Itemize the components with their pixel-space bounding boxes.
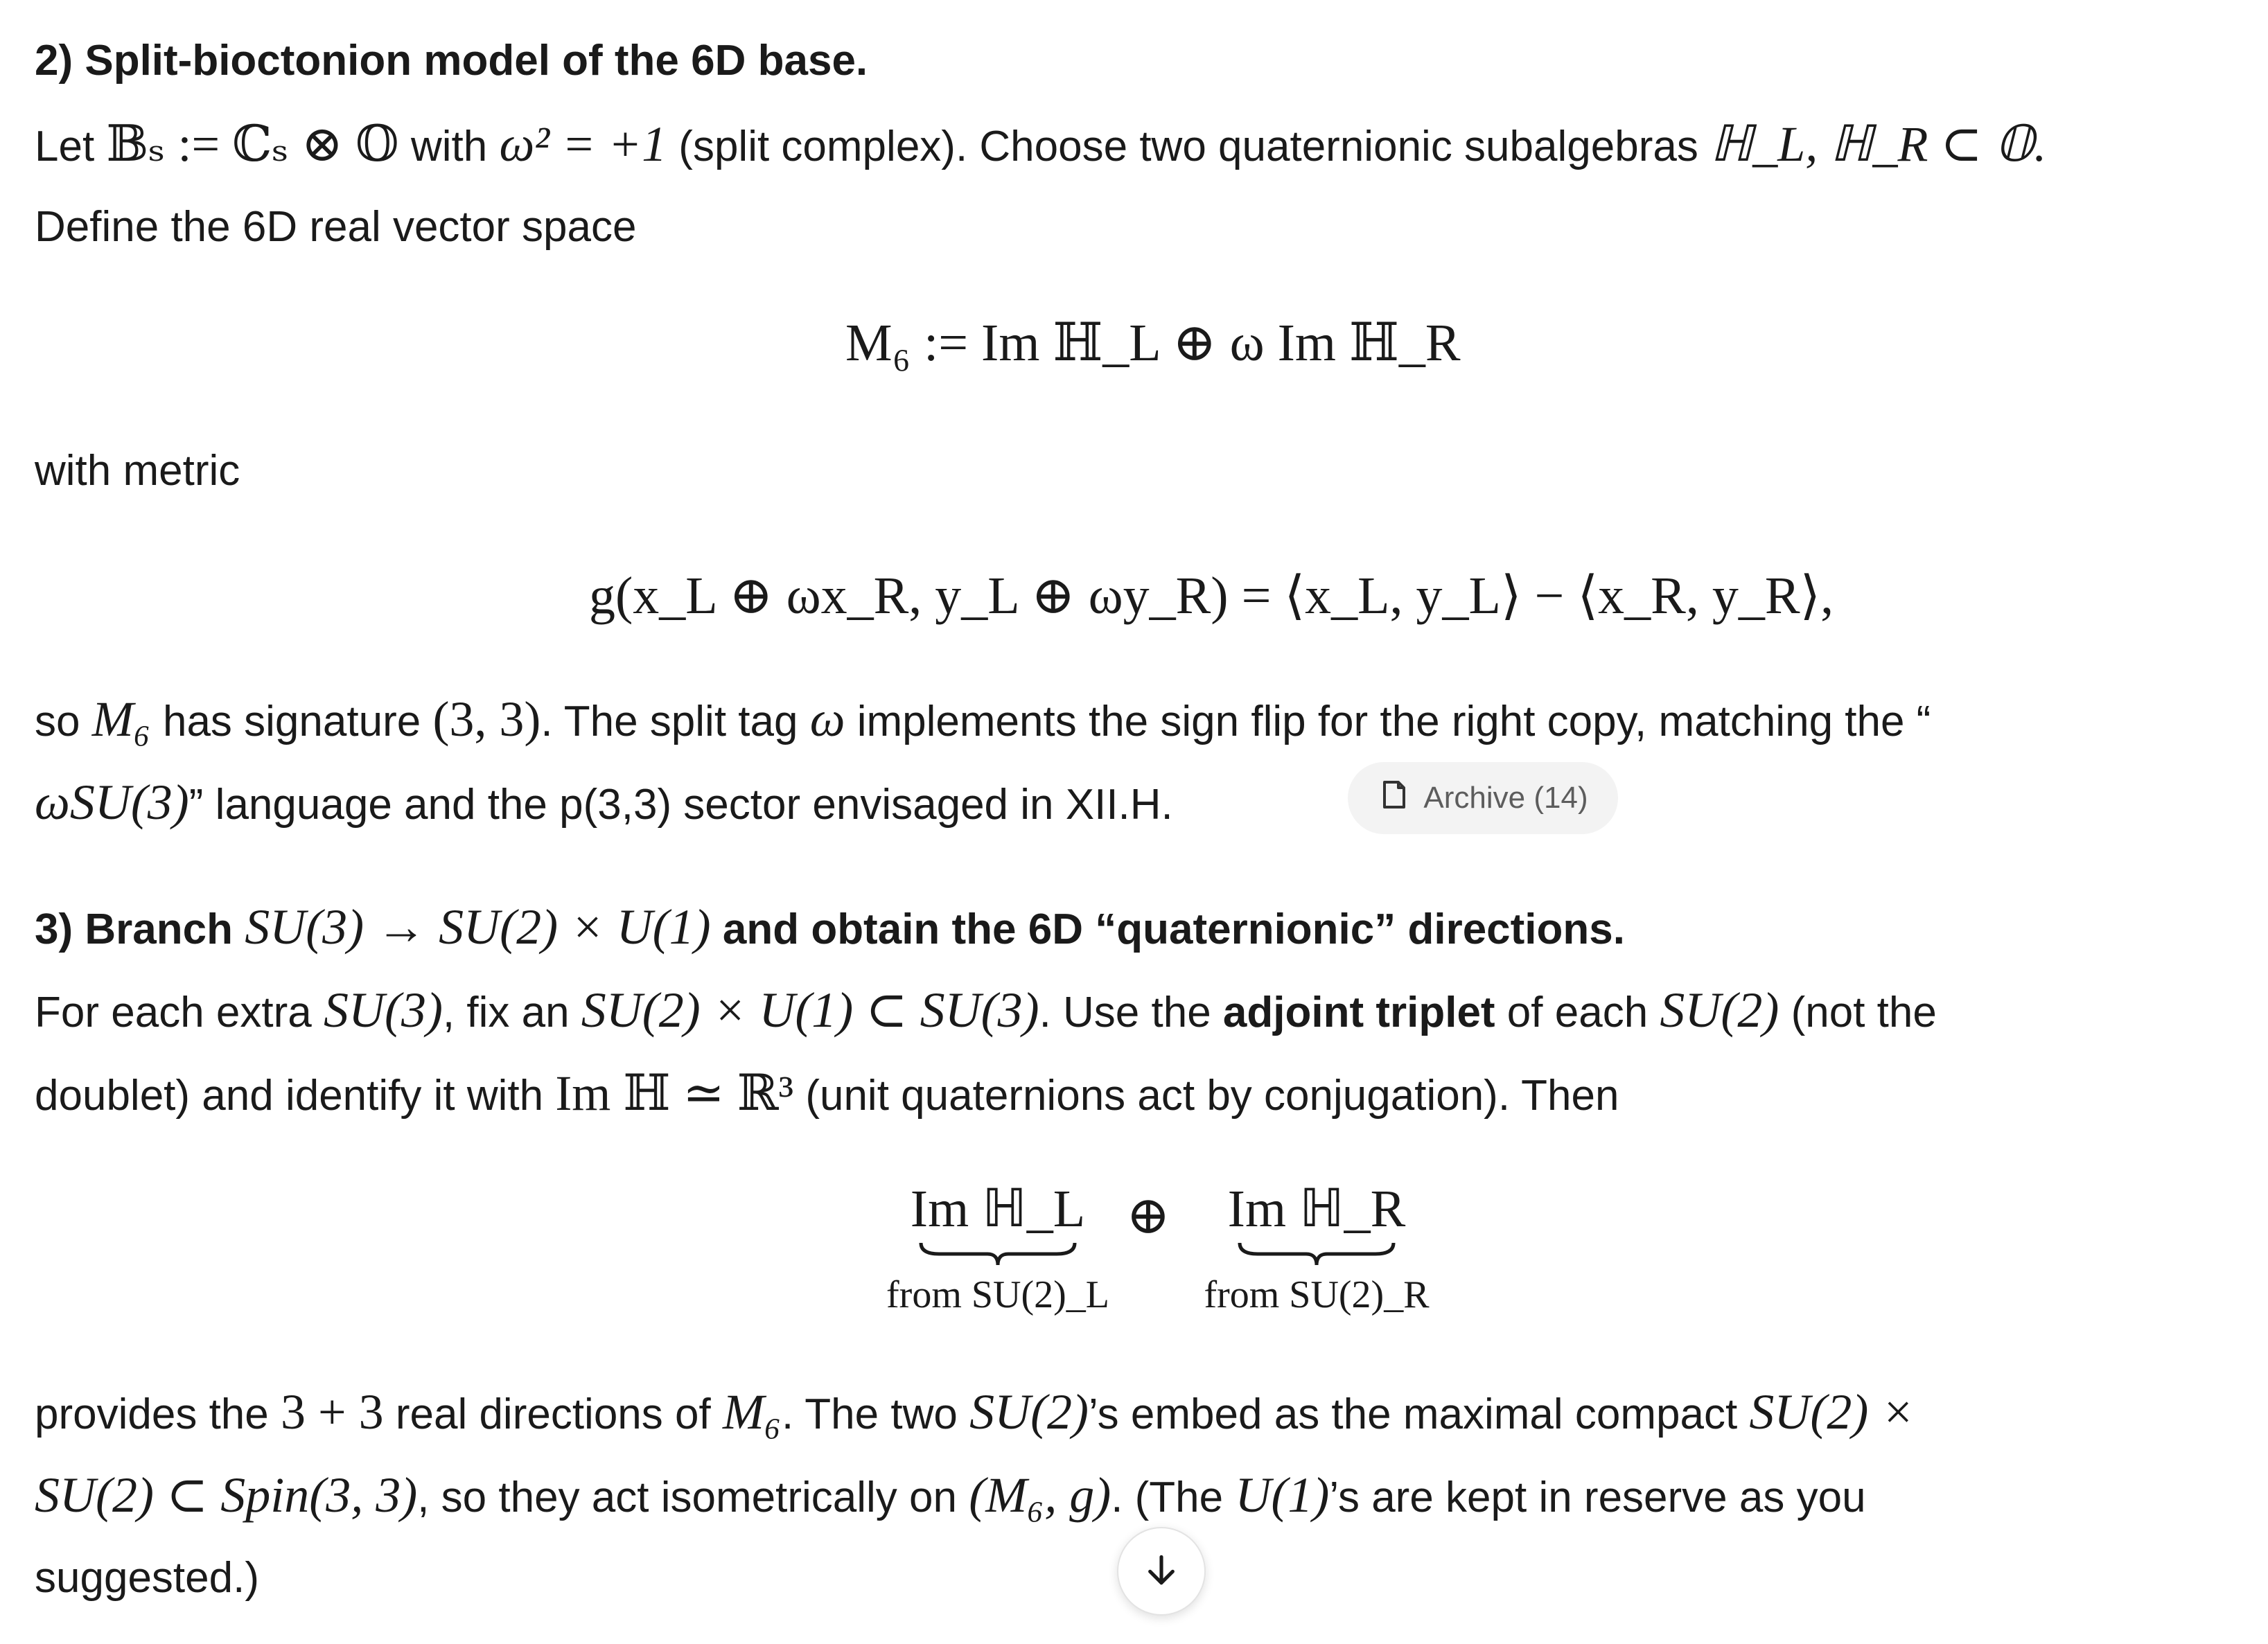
section3-paragraph-line2: doublet) and identify it with Im ℍ ≃ ℝ³ (unit quaternions act by conjugation). Then <box>35 1066 1619 1121</box>
section3-paragraph-line4: SU(2) ⊂ Spin(3, 3), so they act isometrically on (M₆, g). (The U(1)’s are kept in reserve as you <box>35 1467 1866 1523</box>
underbrace-left <box>873 1178 1123 1319</box>
underbrace-left-shape <box>918 1240 1078 1268</box>
with-metric-text: with metric <box>35 447 240 495</box>
underbrace-right-label: from SU(2)_R <box>1204 1273 1430 1316</box>
underbrace-left-label: from SU(2)_L <box>886 1273 1109 1316</box>
underbrace-right <box>1192 1178 1441 1319</box>
underbrace-right-shape <box>1237 1240 1396 1268</box>
archive-chip-label: Archive (14) <box>1423 781 1588 815</box>
scroll-to-bottom-button[interactable] <box>1117 1527 1206 1616</box>
display-equation-m6: M₆ := Im ℍ_L ⊕ ω Im ℍ_R <box>845 314 1461 372</box>
underbrace-right-term: Im ℍ_R <box>1227 1180 1406 1238</box>
archive-chip[interactable] <box>1348 762 1618 834</box>
underbrace-left-term: Im ℍ_L <box>910 1180 1086 1238</box>
archive-icon <box>1378 778 1411 819</box>
section3-paragraph-line3: provides the 3 + 3 real directions of M₆. The two SU(2)’s embed as the maximal compact SU(2) × <box>35 1384 1915 1440</box>
section2-paragraph-line4: ωSU(3)” language and the p(3,3) sector envisaged in XII.H. <box>35 775 1173 830</box>
arrow-down-icon <box>1142 1550 1181 1593</box>
section2-heading: 2) Split-bioctonion model of the 6D base. <box>35 37 868 85</box>
section3-heading: 3) Branch SU(3) → SU(2) × U(1) and obtain the 6D “quaternionic” directions. <box>35 899 1625 955</box>
direct-sum-operator: ⊕ <box>1126 1187 1170 1245</box>
section2-paragraph-line3: so M₆ has signature (3, 3). The split tag ω implements the sign flip for the right copy, matching the “ <box>35 691 1931 747</box>
section2-paragraph-line1: Let 𝔹ₛ := ℂₛ ⊗ 𝕆 with ω² = +1 (split complex). Choose two quaternionic subalgebras ℍ_L, ℍ_R ⊂ 𝕆. <box>35 116 2047 172</box>
display-equation-metric: g(x_L ⊕ ωx_R, y_L ⊕ ωy_R) = ⟨x_L, y_L⟩ − ⟨x_R, y_R⟩, <box>589 567 1834 625</box>
section3-paragraph-line5: suggested.) <box>35 1554 259 1602</box>
section3-paragraph-line1: For each extra SU(3), fix an SU(2) × U(1) ⊂ SU(3). Use the adjoint triplet of each SU(2) (not the <box>35 982 1937 1038</box>
section2-paragraph-line2: Define the 6D real vector space <box>35 203 637 251</box>
